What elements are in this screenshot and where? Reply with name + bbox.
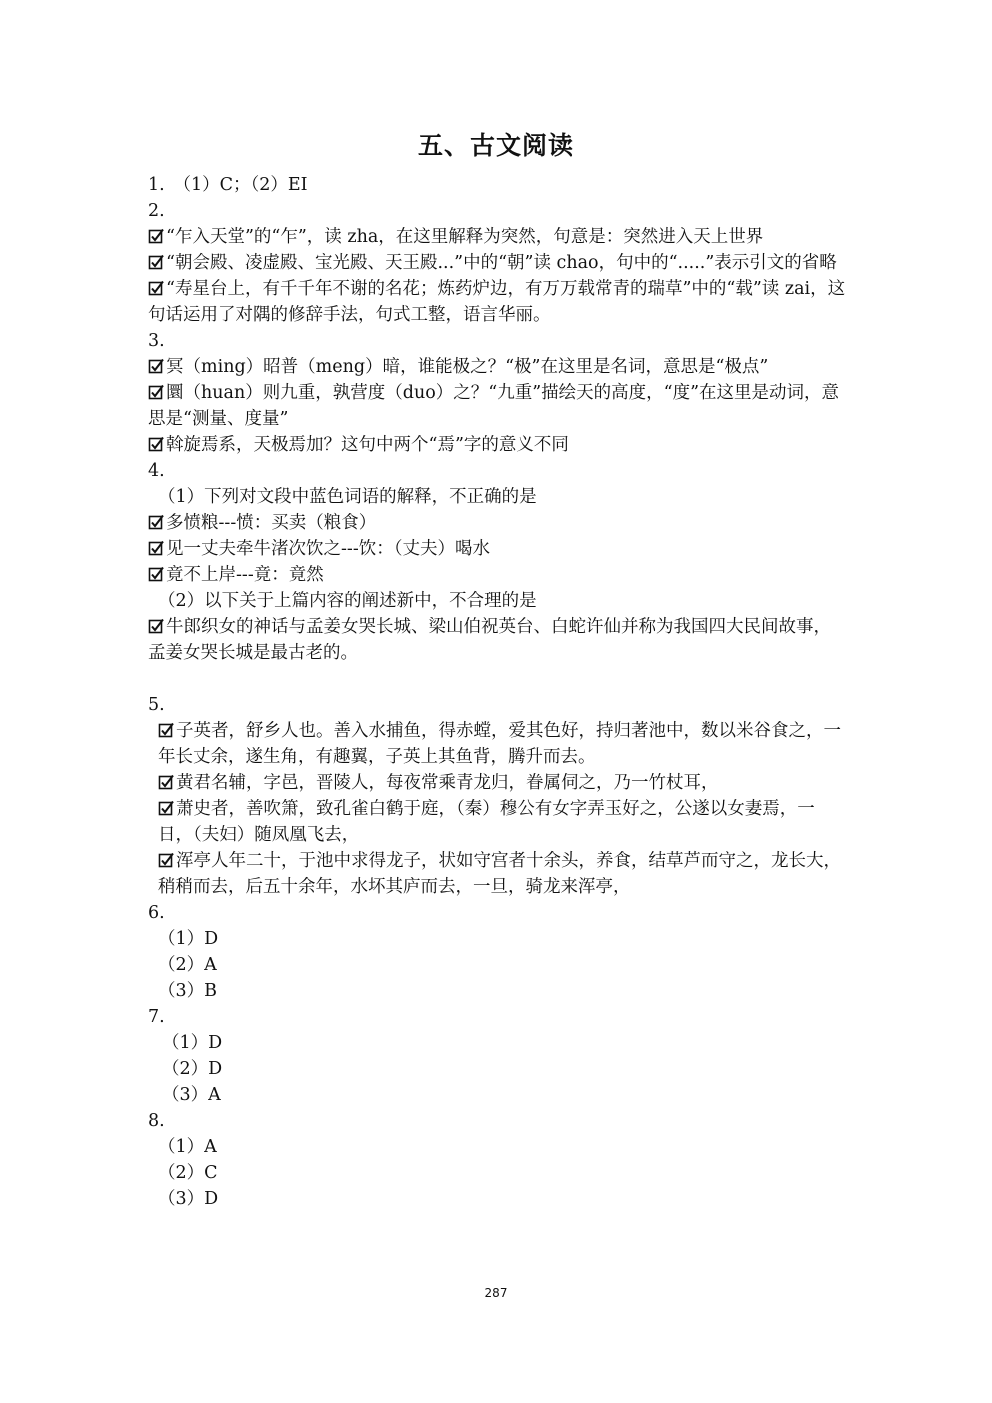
list-item: 多愤粮---愤：买卖（粮食） [148,510,848,536]
answer-line: （3）D [158,1189,219,1209]
list-item: 竟不上岸---竟：竟然 [148,562,848,588]
checkbox-checked-icon [148,228,164,244]
answer-line: （2）D [162,1059,223,1079]
list-item: “朝会殿、凌虚殿、宝光殿、天王殿...”中的“朝”读 chao，句中的“.....”表示引文的省略 [148,250,848,276]
list-item: 斡旋焉系，天极焉加？这句中两个“焉”字的意义不同 [148,432,848,458]
checkbox-checked-icon [158,774,174,790]
question-6-number: 6. [148,903,165,923]
checkbox-checked-icon [148,280,164,296]
checkbox-checked-icon [148,436,164,452]
answer-line: （3）B [158,981,217,1001]
question-8-number: 8. [148,1111,165,1131]
question-7-number: 7. [148,1007,165,1027]
list-item: “寿星台上，有千千年不谢的名花；炼药炉边，有万万载常青的瑞草”中的“载”读 zai，这句话运用了对隅的修辞手法，句式工整，语言华丽。 [148,279,846,325]
checkbox-checked-icon [158,722,174,738]
checkbox-checked-icon [148,254,164,270]
answer-line: （2）C [158,1163,218,1183]
list-item: 黄君名辅，字邑，晋陵人，每夜常乘青龙归，眷属伺之，乃一竹杖耳， [148,770,848,796]
checkbox-checked-icon [158,800,174,816]
question-1-answer: 1. （1）C；（2）EI [148,175,308,195]
list-item: 冥（ming）昭普（meng）暗，谁能极之？“极”在这里是名词，意思是“极点” [148,354,848,380]
question-2-number: 2. [148,201,165,221]
answer-line: （2）A [158,955,217,975]
sub-question-2: （2）以下关于上篇内容的阐述新中，不合理的是 [158,591,537,611]
answer-line: （3）A [162,1085,221,1105]
checkbox-checked-icon [158,852,174,868]
answer-content [148,172,848,1212]
list-item: 萧史者，善吹箫，致孔雀白鹤于庭，（秦）穆公有女字弄玉好之，公遂以女妻焉，一日，（夫妇）随凤凰飞去， [158,799,815,845]
page-number: 287 [484,1286,508,1300]
checkbox-checked-icon [148,514,164,530]
list-item: 子英者，舒乡人也。善入水捕鱼，得赤螳，爱其色好，持归著池中，数以米谷食之，一年长丈余，遂生角，有趣翼，子英上其鱼背，腾升而去。 [158,721,841,767]
checkbox-checked-icon [148,540,164,556]
question-3-number: 3. [148,331,165,351]
answer-line: （1）D [158,929,219,949]
sub-question-1: （1）下列对文段中蓝色词语的解释，不正确的是 [158,487,537,507]
checkbox-checked-icon [148,566,164,582]
list-item: “乍入天堂”的“乍”，读 zha，在这里解释为突然，句意是：突然进入天上世界 [148,224,848,250]
page-title: 五、古文阅读 [417,131,574,160]
list-item: 见一丈夫牵牛渚次饮之---饮：（丈夫）喝水 [148,536,848,562]
question-4-number: 4. [148,461,165,481]
answer-line: （1）A [158,1137,217,1157]
checkbox-checked-icon [148,384,164,400]
spacer [148,666,848,692]
checkbox-checked-icon [148,618,164,634]
answer-line: （1）D [162,1033,223,1053]
checkbox-checked-icon [148,358,164,374]
list-item: 圜（huan）则九重，孰营度（duo）之？“九重”描绘天的高度，“度”在这里是动词，意思是“测量、度量” [148,383,840,429]
question-5-number: 5. [148,695,165,715]
list-item: 浑亭人年二十，于池中求得龙子，状如守宫者十余头，养食，结草芦而守之，龙长大，稍稍而去，后五十余年，水坏其庐而去，一旦，骑龙来浑亭， [158,851,841,897]
list-item: 牛郎织女的神话与孟姜女哭长城、梁山伯祝英台、白蛇许仙并称为我国四大民间故事，孟姜女哭长城是最古老的。 [148,617,831,663]
